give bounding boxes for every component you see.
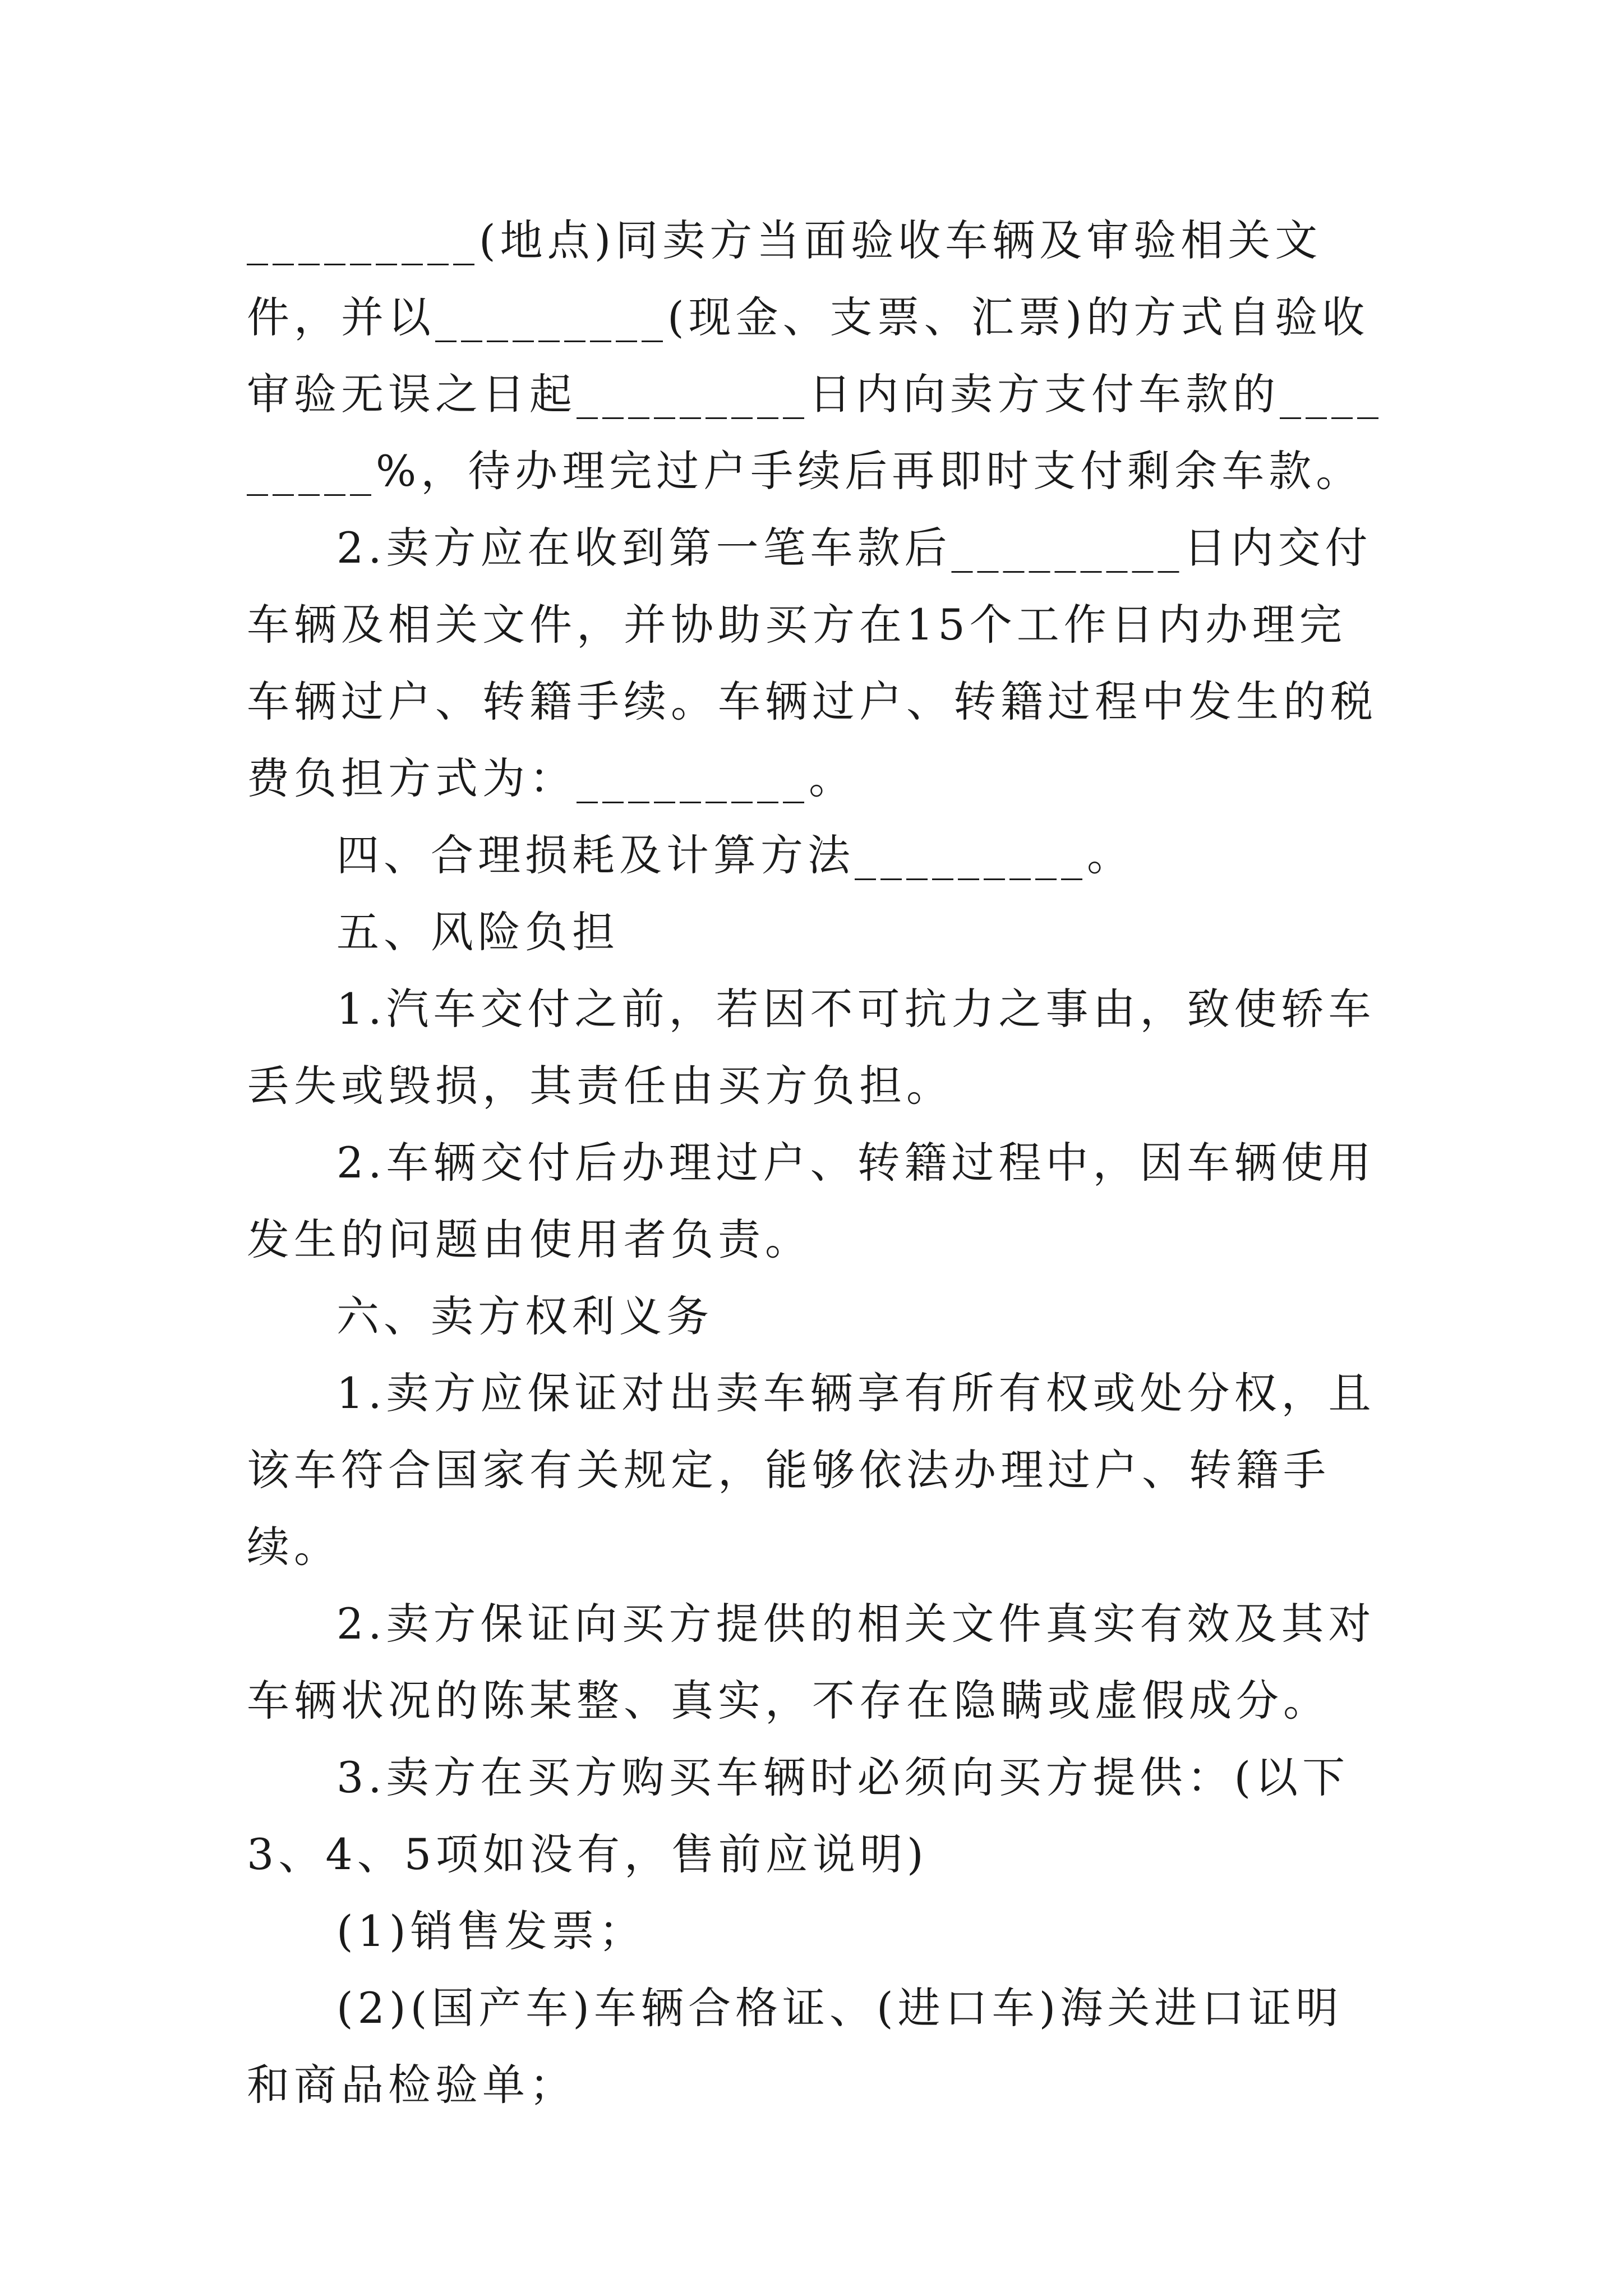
paragraph-risk-after-delivery: 2.车辆交付后办理过户、转籍过程中，因车辆使用发生的问题由使用者负责。 (247, 1138, 1376, 1264)
section-heading-risk: 五、风险负担 (336, 907, 619, 957)
paragraph-seller-documents: 2.卖方保证向买方提供的相关文件真实有效及其对车辆状况的陈某整、真实，不存在隐瞒或虚假成分。 (247, 1599, 1376, 1726)
contract-body (247, 202, 1385, 2123)
list-item-certificates: (2)(国产车)车辆合格证、(进口车)海关进口证明和商品检验单； (247, 1983, 1343, 2110)
paragraph-risk-before-delivery: 1.汽车交付之前，若因不可抗力之事由，致使轿车丢失或毁损，其责任由买方负担。 (247, 984, 1376, 1111)
paragraph-delivery-terms: 2.卖方应在收到第一笔车款后_________日内交付车辆及相关文件，并协助买方在15个工作日内办理完车辆过户、转籍手续。车辆过户、转籍过程中发生的税费负担方式为：_________。 (247, 523, 1377, 803)
list-item-sales-invoice: (1)销售发票； (336, 1906, 646, 1956)
paragraph-seller-provide: 3.卖方在买方购买车辆时必须向买方提供：(以下3、4、5项如没有，售前应说明) (247, 1752, 1350, 1879)
paragraph-payment-terms: _________(地点)同卖方当面验收车辆及审验相关文件，并以_________(现金、支票、汇票)的方式自验收审验无误之日起_________日内向卖方支付车款的_________%，待办理完过户手续后再即时支付剩余车款。 (247, 215, 1383, 496)
section-heading-seller-rights: 六、卖方权利义务 (336, 1291, 713, 1341)
section-heading-loss-calculation: 四、合理损耗及计算方法_________。 (336, 830, 1134, 880)
paragraph-seller-ownership: 1.卖方应保证对出卖车辆享有所有权或处分权，且该车符合国家有关规定，能够依法办理过户、转籍手续。 (247, 1368, 1376, 1572)
